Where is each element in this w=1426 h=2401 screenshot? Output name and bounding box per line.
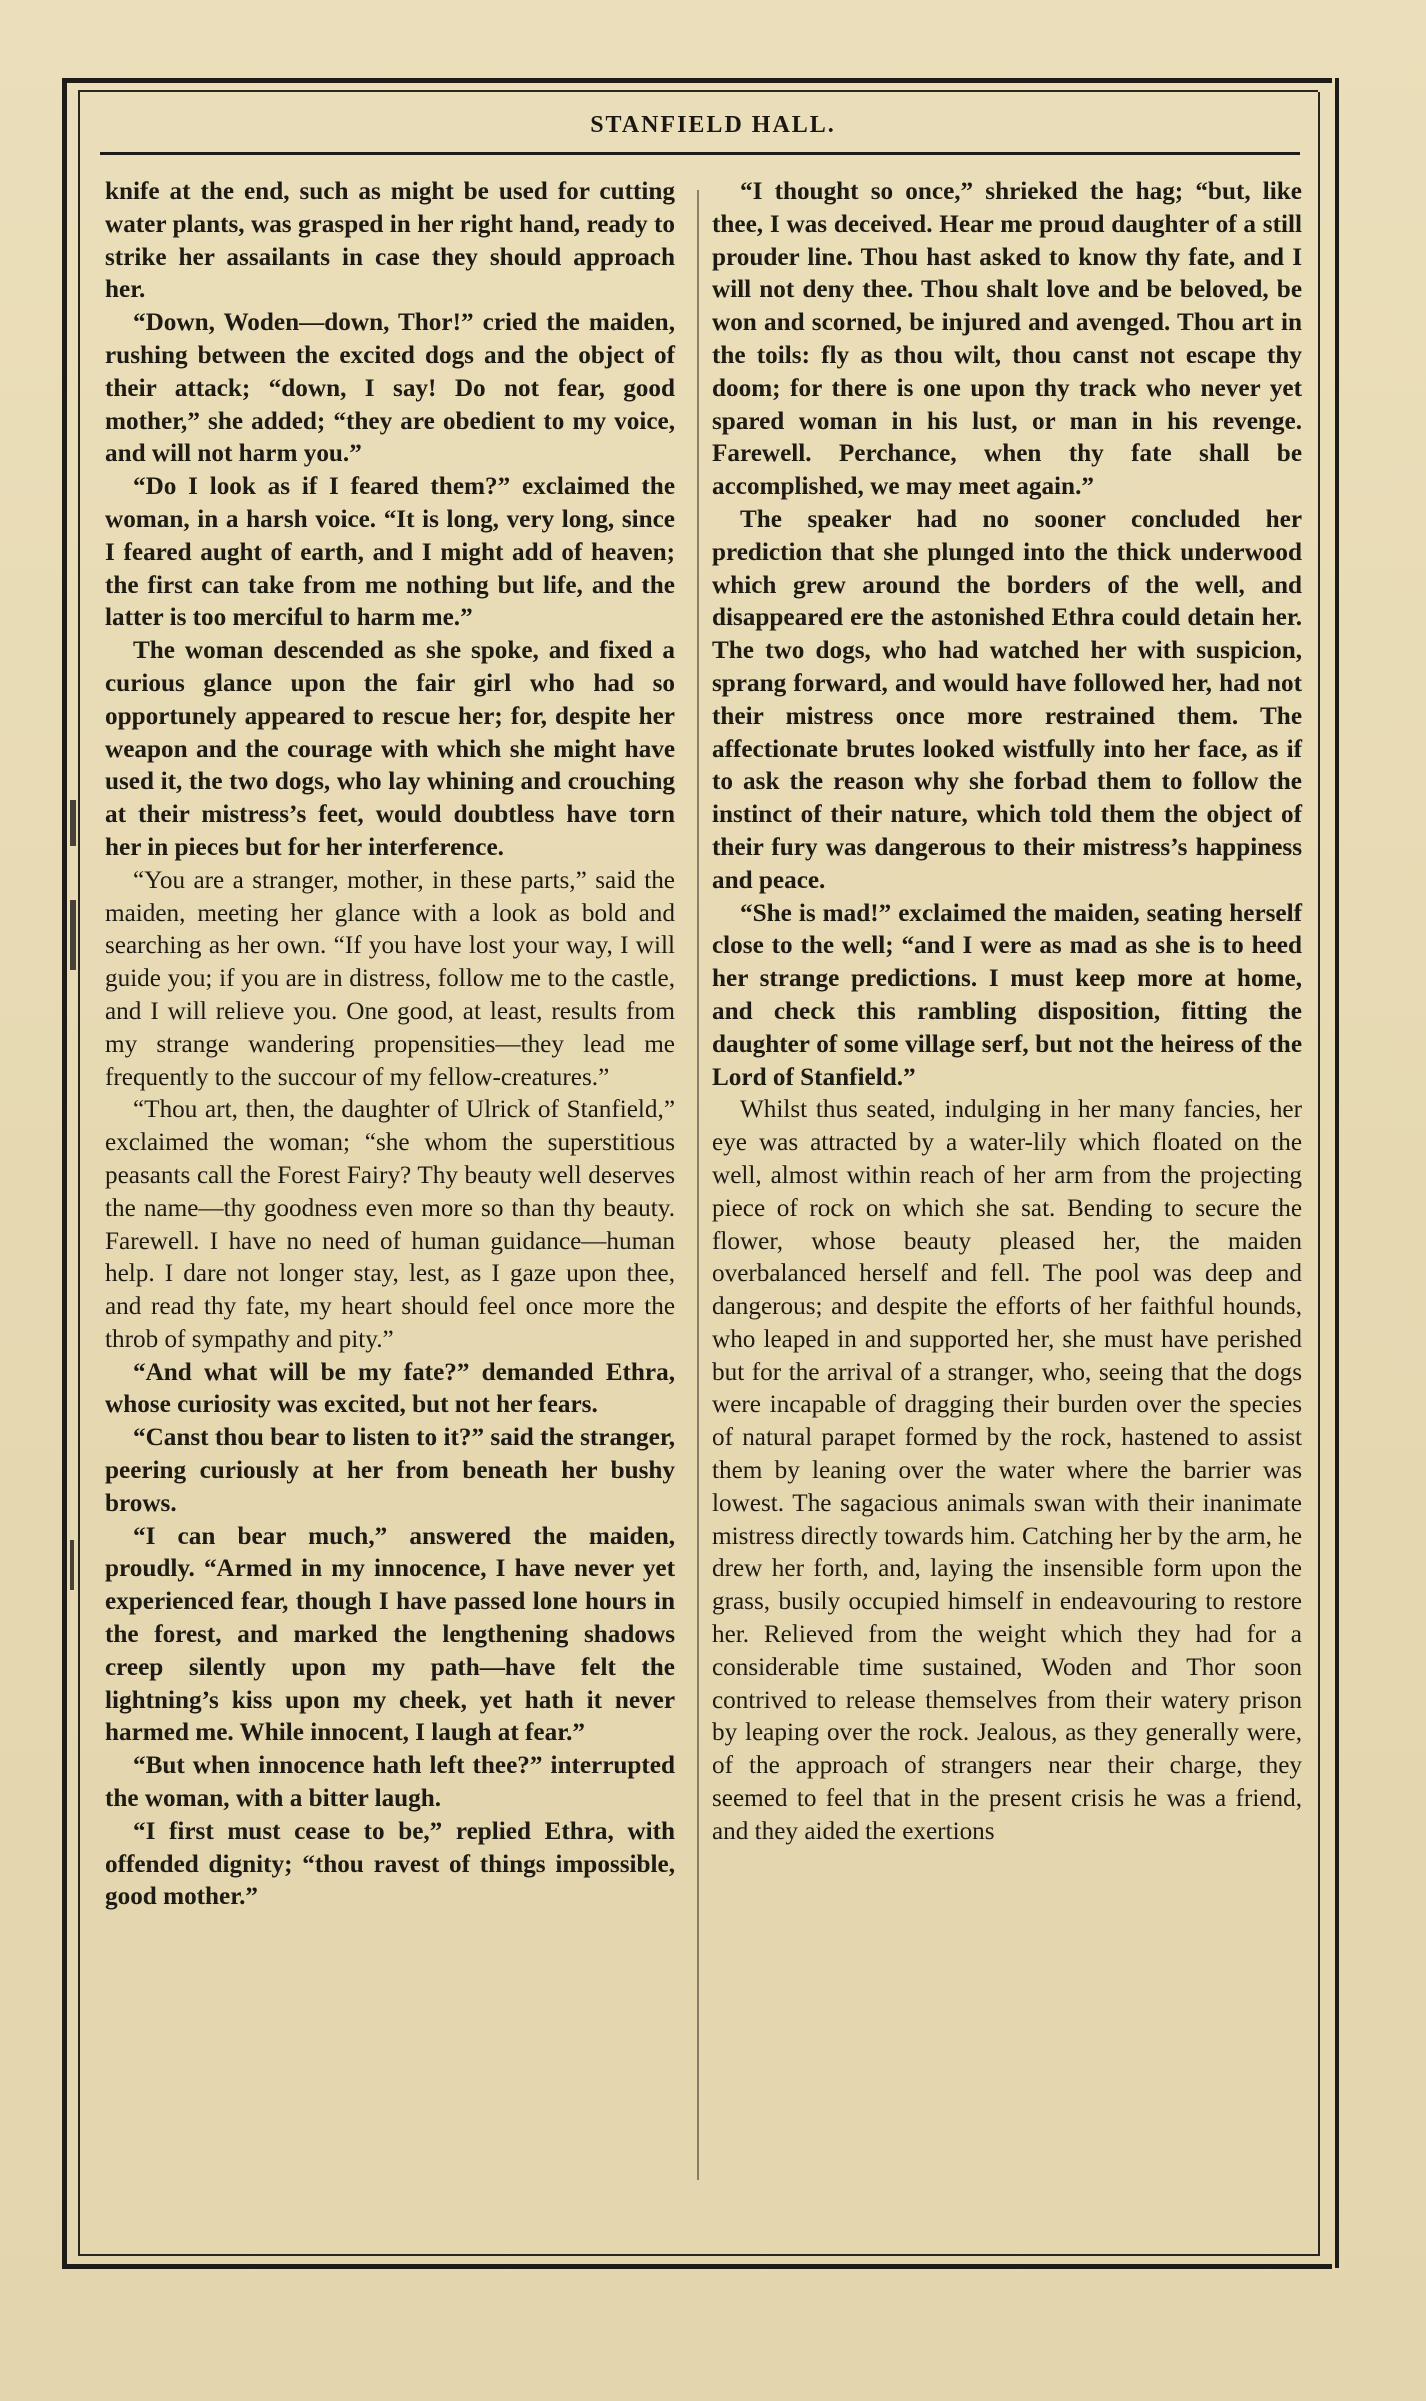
column-divider bbox=[697, 190, 699, 2180]
paragraph: “Canst thou bear to listen to it?” said the stranger, peering curiously at her from beneath her bushy brows. bbox=[105, 1424, 675, 1517]
bottom-rule-thick bbox=[62, 2264, 1332, 2269]
paragraph: “You are a stranger, mother, in these parts,” said the maiden, meeting her glance with a look as bold and searching as her own. “If you have lost your way, I will guide you; if you are in distress, follow me to the castle, and I will relieve you. One good, at least, results from my strange wandering propensities—they lead me frequently to the succour of my fellow-creatures.” bbox=[105, 866, 675, 1091]
bottom-rule-thin bbox=[78, 2254, 1318, 2256]
paragraph: “Down, Woden—down, Thor!” cried the maiden, rushing between the excited dogs and the object of their attack; “down, I say! Do not fear, good mother,” she added; “they are obedient to my voice, and will not harm you.” bbox=[105, 309, 675, 468]
paragraph: “And what will be my fate?” demanded Ethra, whose curiosity was excited, but not her fears. bbox=[105, 1358, 675, 1419]
paragraph: “But when innocence hath left thee?” interrupted the woman, with a bitter laugh. bbox=[105, 1752, 675, 1813]
ink-smudge bbox=[70, 900, 76, 970]
paragraph: knife at the end, such as might be used for cutting water plants, was grasped in her right hand, ready to strike her assailants in case they should approach her. bbox=[105, 178, 675, 304]
paragraph: “She is mad!” exclaimed the maiden, seating herself close to the well; “and I were as mad as she is to heed her strange predictions. I must keep more at home, and check this rambling disposition, fitting the daughter of some village serf, but not the heiress of the Lord of Stanfield.” bbox=[712, 899, 1302, 1091]
paragraph: The woman descended as she spoke, and fixed a curious glance upon the fair girl who had so opportunely appeared to rescue her; for, despite her weapon and the courage with which she might have used it, the two dogs, who lay whining and crouching at their mistress’s feet, would doubtless have torn her in pieces but for her interference. bbox=[105, 637, 675, 861]
left-column bbox=[105, 176, 675, 1914]
head-rule bbox=[100, 152, 1300, 155]
paragraph: The speaker had no sooner concluded her prediction that she plunged into the thick underwood which grew around the borders of the well, and disappeared ere the astonished Ethra could detain her. The two dogs, who had watched her with suspicion, sprang forward, and would have followed her, had not their mistress once more restrained them. The affectionate brutes looked wistfully into her face, as if to ask the reason why she forbad them to follow the instinct of their nature, which told them the object of their fury was dangerous to their mistress’s happiness and peace. bbox=[712, 505, 1302, 894]
top-rule-thin bbox=[78, 90, 1318, 92]
paragraph: “I can bear much,” answered the maiden, proudly. “Armed in my innocence, I have never yet experienced fear, though I have passed lone hours in the forest, and marked the lengthening shadows creep silently upon my path—have felt the lightning’s kiss upon my cheek, yet hath it never harmed me. While innocent, I laugh at fear.” bbox=[105, 1522, 675, 1747]
paragraph: “I first must cease to be,” replied Ethra, with offended dignity; “thou ravest of things impossible, good mother.” bbox=[105, 1817, 675, 1911]
paragraph: “Do I look as if I feared them?” exclaimed the woman, in a harsh voice. “It is long, very long, since I feared aught of earth, and I might add of heaven; the first can take from me nothing but life, and the latter is too merciful to harm me.” bbox=[105, 473, 675, 632]
top-rule-thick bbox=[62, 78, 1332, 83]
ink-smudge bbox=[70, 1540, 74, 1590]
paragraph: “Thou art, then, the daughter of Ulrick of Stanfield,” exclaimed the woman; “she whom the superstitious peasants call the Forest Fairy? Thy beauty well deserves the name—thy goodness even more so than thy beauty. Farewell. I have no need of human guidance—human help. I dare not longer stay, lest, as I gaze upon thee, and read thy fate, my heart should feel once more the throb of sympathy and pity.” bbox=[105, 1096, 675, 1353]
running-head: STANFIELD HALL. bbox=[590, 112, 836, 138]
right-column bbox=[712, 176, 1302, 1849]
paragraph: Whilst thus seated, indulging in her many fancies, her eye was attracted by a water-lily which floated on the well, almost within reach of her arm from the projecting piece of rock on which she sat. Bending to secure the flower, whose beauty pleased her, the maiden overbalanced herself and fell. The pool was deep and dangerous; and despite the efforts of her faithful hounds, who leaped in and supported her, she must have perished but for the arrival of a stranger, who, seeing that the dogs were incapable of dragging their burden over the species of natural parapet formed by the rock, hastened to assist them by leaning over the water where the barrier was lowest. The sagacious animals swan with their inanimate mistress directly towards him. Catching her by the arm, he drew her forth, and, laying the insensible form upon the grass, busily occupied himself in endeavouring to restore her. Relieved from the weight which they had for a considerable time sustained, Woden and Thor soon contrived to release themselves from their watery prison by leaping over the rock. Jealous, as they generally were, of the approach of strangers near their charge, they seemed to feel that in the present crisis he was a friend, and they aided the exertions bbox=[712, 1096, 1302, 1845]
ink-smudge bbox=[70, 800, 76, 846]
paragraph: “I thought so once,” shrieked the hag; “but, like thee, I was deceived. Hear me proud daughter of a still prouder line. Thou hast asked to know thy fate, and I will not deny thee. Thou shalt love and be beloved, be won and scorned, be injured and avenged. Thou art in the toils: fly as thou wilt, thou canst not escape thy doom; for there is one upon thy track who never yet spared woman in his lust, or man in his revenge. Farewell. Perchance, when thy fate shall be accomplished, we may meet again.” bbox=[712, 178, 1302, 501]
